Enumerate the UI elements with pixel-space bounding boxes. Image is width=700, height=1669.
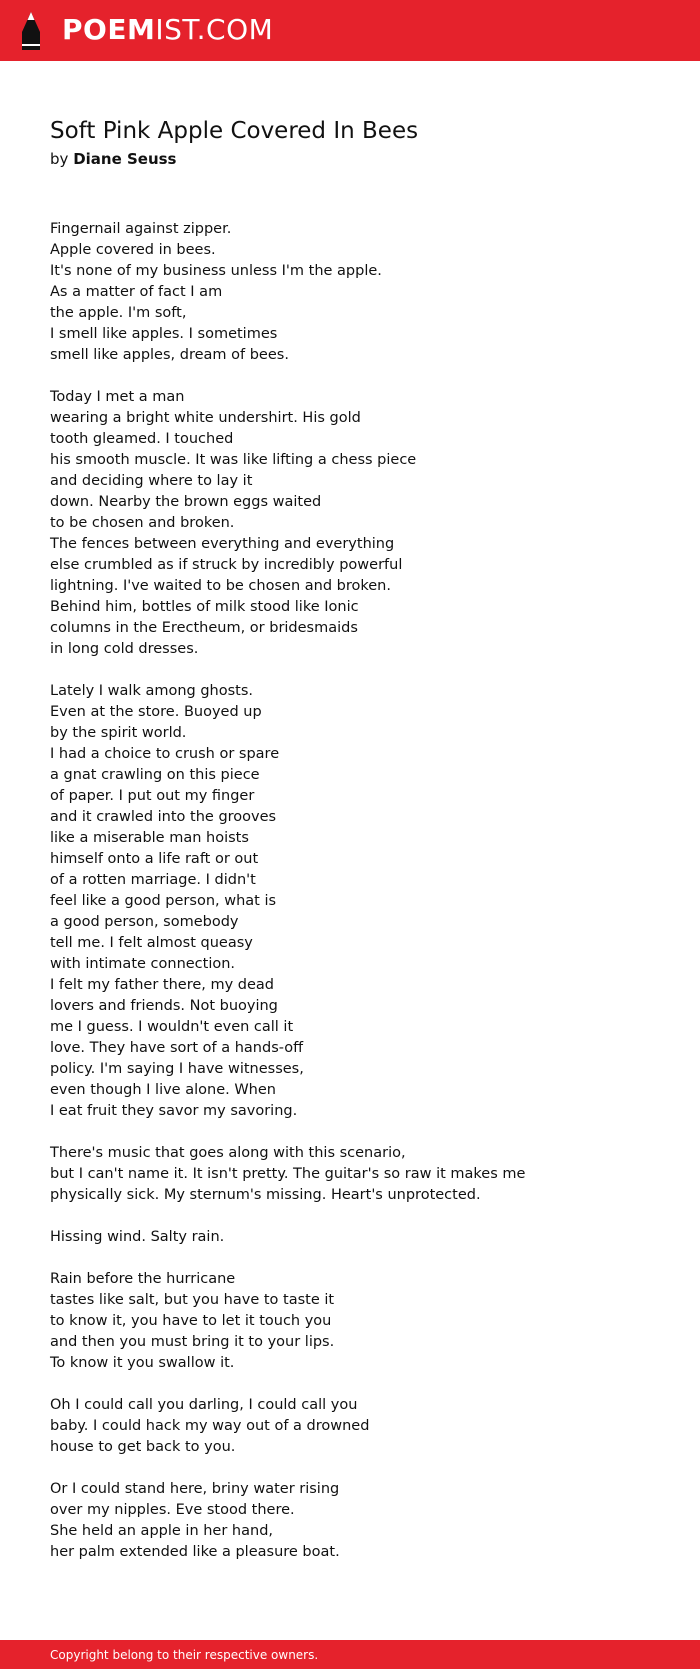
poem-line: physically sick. My sternum's missing. Heart's unprotected. [50, 1187, 481, 1203]
poem-line: I eat fruit they savor my savoring. [50, 1103, 298, 1119]
poem-line: the apple. I'm soft, [50, 305, 187, 321]
poem-stanza [50, 1269, 670, 1374]
poem-line: even though I live alone. When [50, 1082, 276, 1098]
poem-author[interactable]: Diane Seuss [73, 150, 177, 168]
poem-line: tooth gleamed. I touched [50, 431, 234, 447]
poem-line: Lately I walk among ghosts. [50, 683, 254, 699]
poem-line: me I guess. I wouldn't even call it [50, 1019, 294, 1035]
poem-line: feel like a good person, what is [50, 893, 277, 909]
poem-line: wearing a bright white undershirt. His gold [50, 410, 361, 426]
poem-line: baby. I could hack my way out of a drowned [50, 1418, 370, 1434]
poem-title: Soft Pink Apple Covered In Bees [50, 118, 419, 144]
logo-text-bold: POEM [62, 13, 156, 46]
poem-line: Fingernail against zipper. [50, 221, 232, 237]
poem-line: There's music that goes along with this scenario, [50, 1145, 406, 1161]
poem-line: in long cold dresses. [50, 641, 199, 657]
poem-line: Hissing wind. Salty rain. [50, 1229, 225, 1245]
poem-line: house to get back to you. [50, 1439, 236, 1455]
poem-line: down. Nearby the brown eggs waited [50, 494, 322, 510]
poem-line: to know it, you have to let it touch you [50, 1313, 332, 1329]
poem-body [50, 219, 670, 1584]
poem-line: To know it you swallow it. [50, 1355, 235, 1371]
poem-stanza [50, 219, 670, 366]
poem-line: of a rotten marriage. I didn't [50, 872, 256, 888]
poem-line: her palm extended like a pleasure boat. [50, 1544, 340, 1560]
pencil-tip-icon[interactable] [18, 10, 44, 52]
poem-stanza [50, 1479, 670, 1563]
poem-line: tastes like salt, but you have to taste it [50, 1292, 335, 1308]
site-header [0, 0, 700, 61]
by-label: by [50, 150, 69, 168]
poem-stanza [50, 681, 670, 1122]
poem-line: columns in the Erectheum, or bridesmaids [50, 620, 358, 636]
poem-line: I felt my father there, my dead [50, 977, 275, 993]
poem-line: Rain before the hurricane [50, 1271, 236, 1287]
footer-copyright: Copyright belong to their respective owners. [50, 1648, 319, 1662]
poem-line: As a matter of fact I am [50, 284, 223, 300]
poem-line: love. They have sort of a hands-off [50, 1040, 304, 1056]
poem-line: lovers and friends. Not buoying [50, 998, 278, 1014]
poem-line: Apple covered in bees. [50, 242, 216, 258]
poem-line: I had a choice to crush or spare [50, 746, 280, 762]
poem-byline [50, 148, 177, 170]
poem-line: She held an apple in her hand, [50, 1523, 274, 1539]
poem-line: and it crawled into the grooves [50, 809, 277, 825]
poem-line: and deciding where to lay it [50, 473, 253, 489]
poem-line: and then you must bring it to your lips. [50, 1334, 335, 1350]
logo-text-light: IST.COM [155, 13, 274, 46]
poem-line: Or I could stand here, briny water rising [50, 1481, 340, 1497]
poem-line: over my nipples. Eve stood there. [50, 1502, 295, 1518]
site-footer [0, 1640, 700, 1669]
poem-stanza [50, 1395, 670, 1458]
poem-line: else crumbled as if struck by incredibly powerful [50, 557, 403, 573]
poem-line: but I can't name it. It isn't pretty. The guitar's so raw it makes me [50, 1166, 526, 1182]
poem-line: The fences between everything and everything [50, 536, 395, 552]
poem-stanza [50, 1143, 670, 1206]
poem-line: I smell like apples. I sometimes [50, 326, 278, 342]
poem-line: a good person, somebody [50, 914, 239, 930]
poem-line: like a miserable man hoists [50, 830, 249, 846]
poem-stanza [50, 387, 670, 660]
poem-line: of paper. I put out my finger [50, 788, 255, 804]
site-logo[interactable] [62, 12, 273, 48]
poem-line: himself onto a life raft or out [50, 851, 259, 867]
poem-line: lightning. I've waited to be chosen and broken. [50, 578, 391, 594]
poem-line: Oh I could call you darling, I could call you [50, 1397, 358, 1413]
poem-line: Behind him, bottles of milk stood like Ionic [50, 599, 359, 615]
poem-line: Even at the store. Buoyed up [50, 704, 262, 720]
poem-line: tell me. I felt almost queasy [50, 935, 253, 951]
poem-line: to be chosen and broken. [50, 515, 235, 531]
poem-line: with intimate connection. [50, 956, 236, 972]
poem-line: Today I met a man [50, 389, 185, 405]
poem-line: It's none of my business unless I'm the apple. [50, 263, 382, 279]
poem-line: a gnat crawling on this piece [50, 767, 260, 783]
poem-stanza [50, 1227, 670, 1248]
poem-line: smell like apples, dream of bees. [50, 347, 289, 363]
poem-line: by the spirit world. [50, 725, 187, 741]
poem-line: policy. I'm saying I have witnesses, [50, 1061, 304, 1077]
poem-line: his smooth muscle. It was like lifting a chess piece [50, 452, 417, 468]
